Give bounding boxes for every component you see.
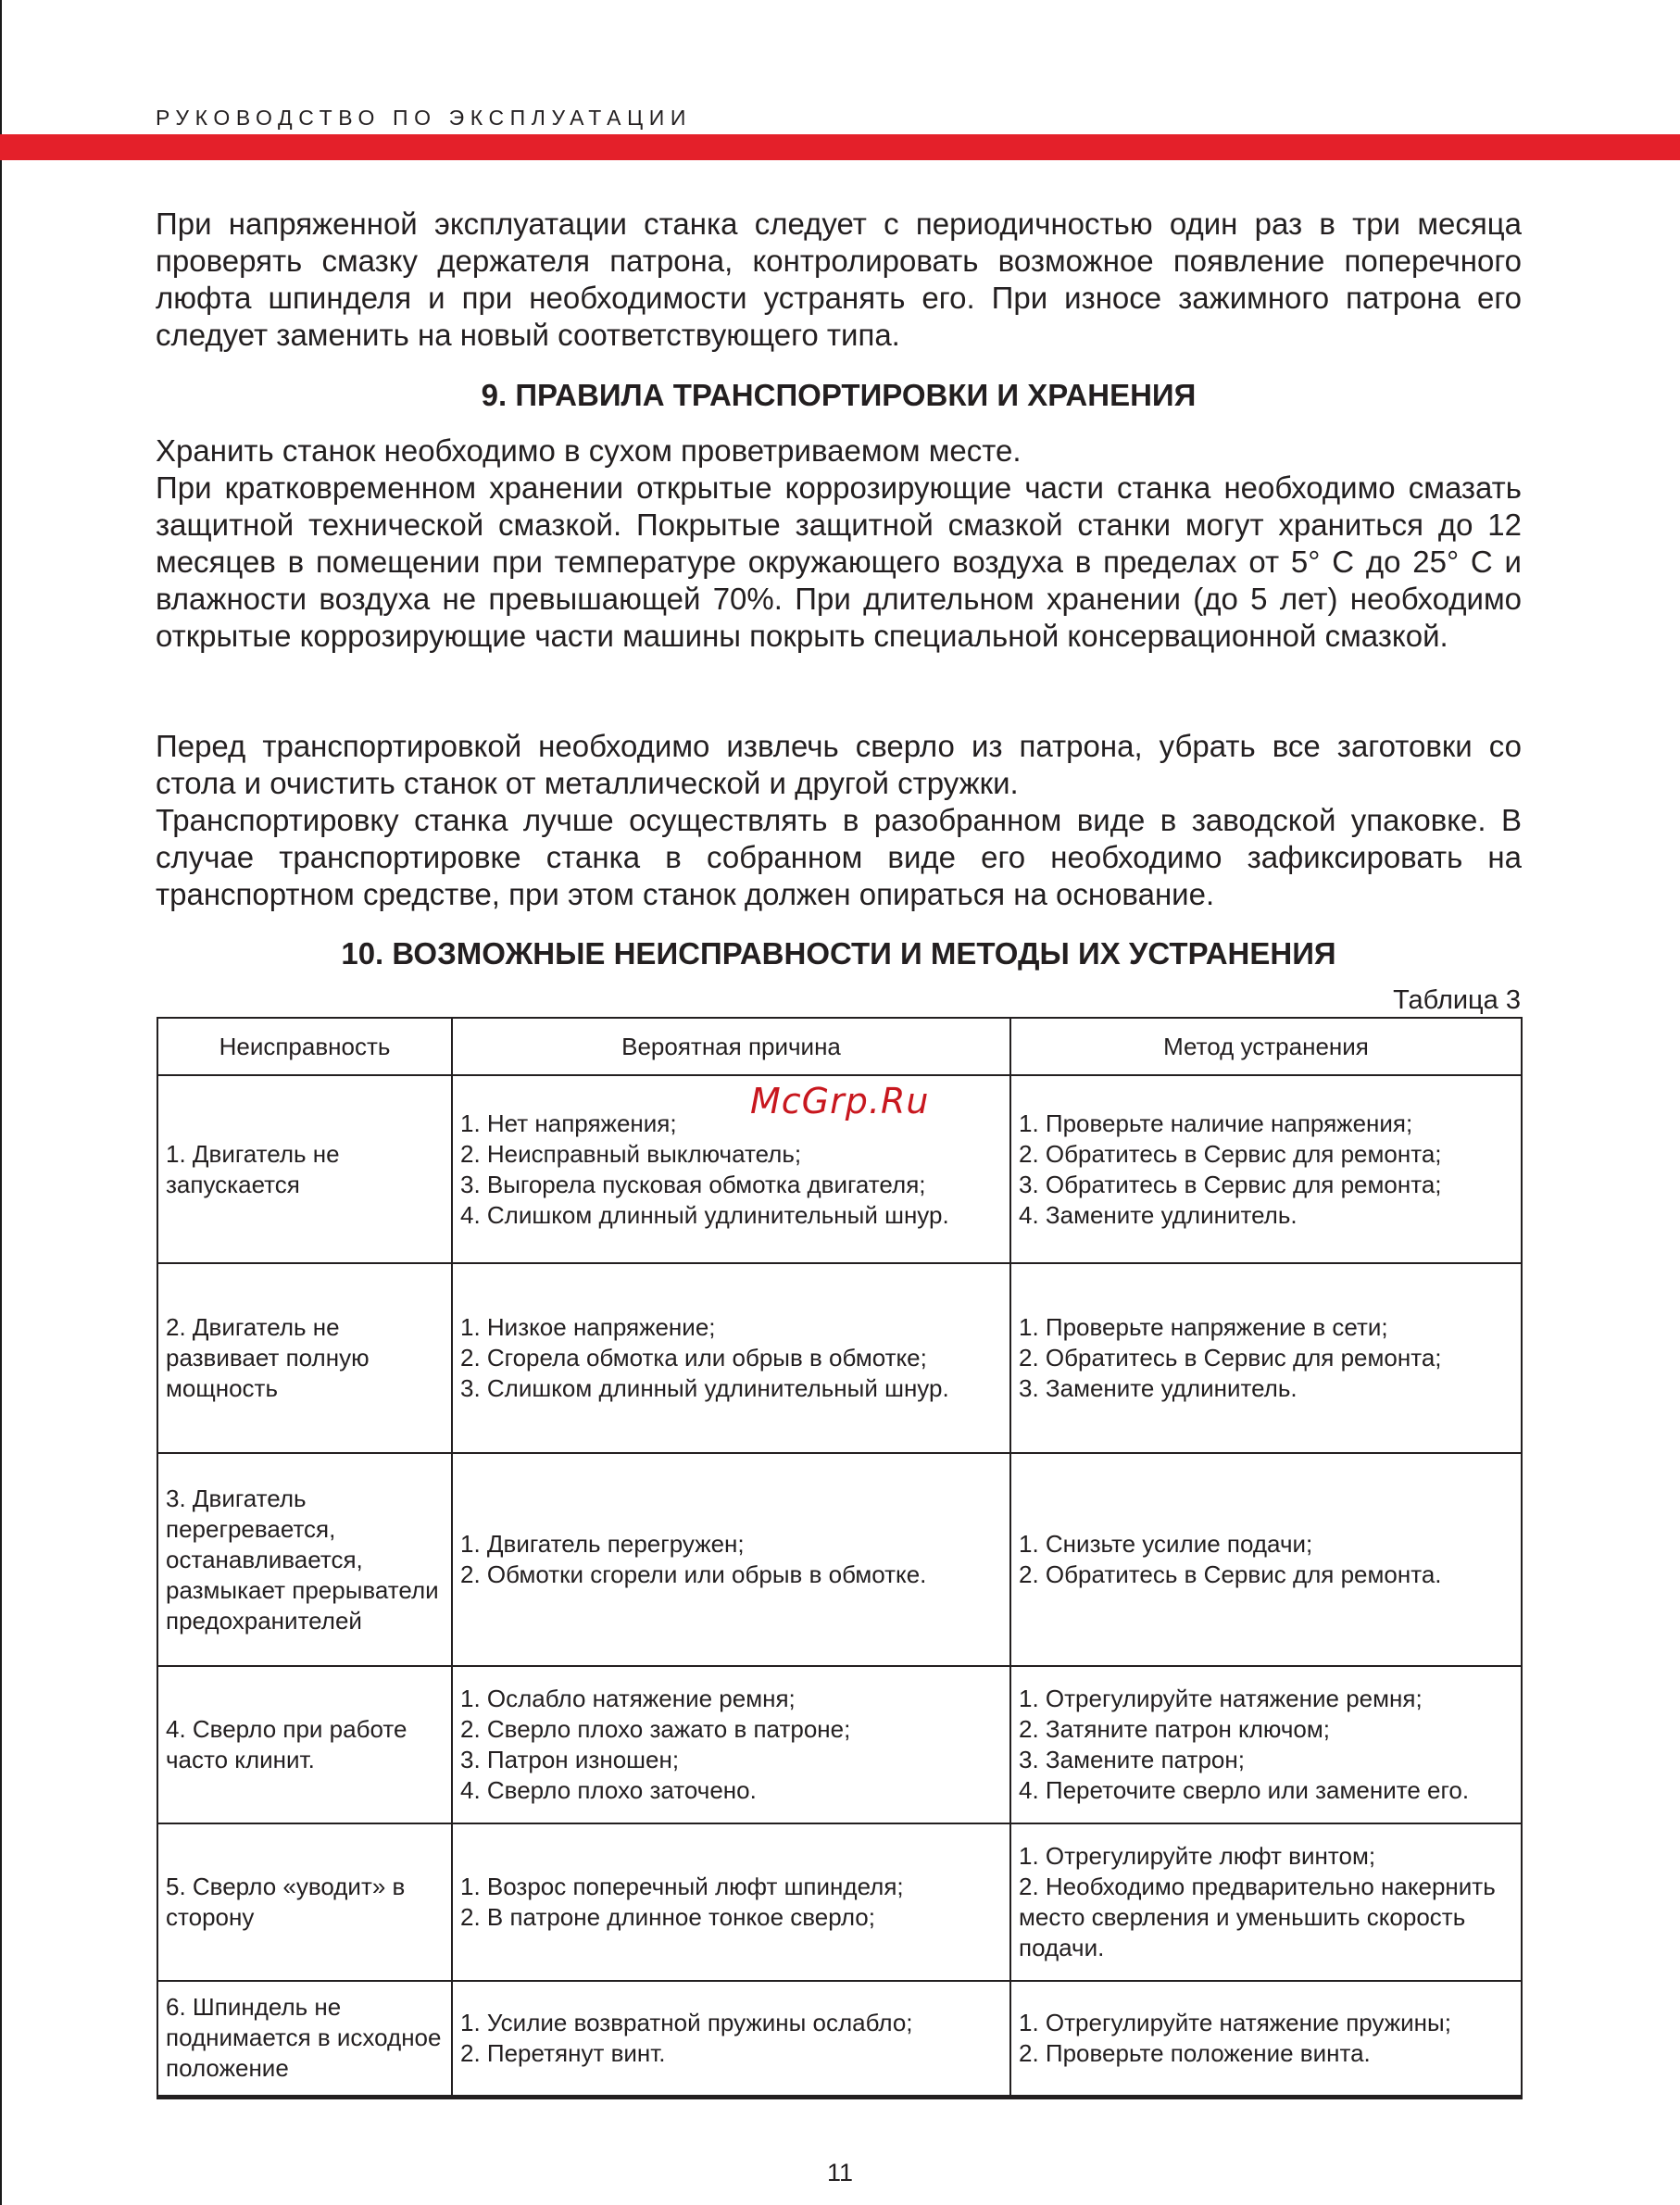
remedy-cell — [1010, 1981, 1522, 2097]
remedy-item: 2. Обратитесь в Сервис для ремонта; — [1019, 1139, 1442, 1168]
cause-item: 1. Усилие возвратной пружины ослабло; — [460, 2008, 913, 2036]
remedy-item: 1. Отрегулируйте люфт винтом; — [1019, 1842, 1376, 1870]
cause-cell — [452, 1823, 1010, 1981]
storage-paragraph-2: При кратковременном хранении открытые коррозирующие части станка необходимо смазать защитной технической смазкой. Покрытые защитной смазкой станки могут храниться до 12 месяцев в помещении при температуре окружающего воздуха в пределах от 5° С до 25° С и влажности воздуха не превышающей 70%. При длительном хранении (до 5 лет) необходимо открытые коррозирующие части машины покрыть специальной консервационной смазкой. — [156, 470, 1522, 653]
transport-paragraph-1: Перед транспортировкой необходимо извлечь сверло из патрона, убрать все заготовки со стола и очистить станок от металлической и другой стружки. — [156, 729, 1522, 800]
remedy-cell — [1010, 1823, 1522, 1981]
table-row — [157, 1981, 1522, 2097]
remedy-item: 2. Обратитесь в Сервис для ремонта; — [1019, 1344, 1442, 1372]
running-header: РУКОВОДСТВО ПО ЭКСПЛУАТАЦИИ — [156, 106, 693, 130]
cause-item: 1. Нет напряжения; — [460, 1109, 677, 1137]
cause-item: 2. Сверло плохо зажато в патроне; — [460, 1715, 851, 1743]
table-row — [157, 1666, 1522, 1823]
cause-item: 2. Обмотки сгорели или обрыв в обмотке. — [460, 1560, 927, 1588]
header-accent-band — [0, 134, 1680, 160]
cause-item: 1. Возрос поперечный люфт шпинделя; — [460, 1873, 904, 1900]
cause-cell — [452, 1981, 1010, 2097]
cause-item: 2. Сгорела обмотка или обрыв в обмотке; — [460, 1344, 927, 1372]
intro-text: При напряженной эксплуатации станка следует с периодичностью один раз в три месяца проверять смазку держателя патрона, контролировать возможное появление поперечного люфта шпинделя и при необходимости устранять его. При износе зажимного патрона его следует заменить на новый соответствующего типа. — [156, 207, 1522, 352]
remedy-cell — [1010, 1453, 1522, 1666]
intro-paragraph — [156, 206, 1522, 354]
column-header-cause: Вероятная причина — [452, 1018, 1010, 1075]
cause-cell — [452, 1666, 1010, 1823]
fault-cell: 5. Сверло «уводит» в сторону — [157, 1823, 452, 1981]
cause-item: 3. Выгорела пусковая обмотка двигателя; — [460, 1170, 926, 1198]
cause-item: 2. В патроне длинное тонкое сверло; — [460, 1903, 875, 1931]
column-header-remedy: Метод устранения — [1010, 1018, 1522, 1075]
cause-item: 4. Слишком длинный удлинительный шнур. — [460, 1200, 949, 1229]
remedy-item: 4. Замените удлинитель. — [1019, 1200, 1298, 1229]
cause-item: 4. Сверло плохо заточено. — [460, 1776, 757, 1804]
remedy-item: 1. Проверьте напряжение в сети; — [1019, 1313, 1388, 1341]
cause-item: 1. Ослабло натяжение ремня; — [460, 1685, 796, 1712]
page-number: 11 — [826, 2159, 854, 2186]
cause-item: 2. Перетянут винт. — [460, 2038, 666, 2067]
table-row — [157, 1823, 1522, 1981]
remedy-item: 2. Затяните патрон ключом; — [1019, 1715, 1330, 1743]
remedy-item: 2. Необходимо предварительно накернить место сверления и уменьшить скорость подачи. — [1019, 1873, 1496, 1961]
remedy-cell — [1010, 1666, 1522, 1823]
remedy-item: 3. Замените патрон; — [1019, 1746, 1245, 1773]
section-10-title: 10. ВОЗМОЖНЫЕ НЕИСПРАВНОСТИ И МЕТОДЫ ИХ УСТРАНЕНИЯ — [341, 936, 1336, 971]
remedy-item: 2. Проверьте положение винта. — [1019, 2038, 1371, 2067]
column-header-fault: Неисправность — [157, 1018, 452, 1075]
cause-item: 1. Низкое напряжение; — [460, 1313, 716, 1341]
watermark-link[interactable]: McGrp.Ru — [750, 1081, 930, 1121]
fault-cell: 3. Двигатель перегревается, останавливается, размыкает прерыватели предохранителей — [157, 1453, 452, 1666]
section-9-title: 9. ПРАВИЛА ТРАНСПОРТИРОВКИ И ХРАНЕНИЯ — [481, 378, 1197, 412]
cause-item: 3. Слишком длинный удлинительный шнур. — [460, 1374, 949, 1402]
faults-table — [157, 1017, 1523, 2099]
cause-item: 3. Патрон изношен; — [460, 1746, 680, 1773]
remedy-item: 3. Замените удлинитель. — [1019, 1374, 1298, 1402]
fault-cell: 6. Шпиндель не поднимается в исходное положение — [157, 1981, 452, 2097]
section-9-transport — [156, 728, 1522, 913]
remedy-item: 3. Обратитесь в Сервис для ремонта; — [1019, 1170, 1442, 1198]
remedy-item: 4. Переточите сверло или замените его. — [1019, 1776, 1470, 1804]
cause-item: 2. Неисправный выключатель; — [460, 1139, 802, 1168]
remedy-item: 1. Проверьте наличие напряжения; — [1019, 1109, 1413, 1137]
table-row — [157, 1453, 1522, 1666]
table-row — [157, 1263, 1522, 1453]
table-header-row — [157, 1018, 1522, 1075]
remedy-item: 2. Обратитесь в Сервис для ремонта. — [1019, 1560, 1442, 1588]
table-caption: Таблица 3 — [1393, 985, 1521, 1015]
fault-cell: 4. Сверло при работе часто клинит. — [157, 1666, 452, 1823]
remedy-item: 1. Отрегулируйте натяжение пружины; — [1019, 2008, 1451, 2036]
remedy-cell — [1010, 1263, 1522, 1453]
fault-cell: 1. Двигатель не запускается — [157, 1075, 452, 1263]
page-edge-line — [0, 0, 2, 2205]
storage-paragraph-1: Хранить станок необходимо в сухом проветриваемом месте. — [156, 433, 1022, 468]
fault-cell: 2. Двигатель не развивает полную мощность — [157, 1263, 452, 1453]
remedy-cell — [1010, 1075, 1522, 1263]
remedy-item: 1. Отрегулируйте натяжение ремня; — [1019, 1685, 1423, 1712]
section-9-storage — [156, 432, 1522, 655]
remedy-item: 1. Снизьте усилие подачи; — [1019, 1530, 1313, 1558]
cause-item: 1. Двигатель перегружен; — [460, 1530, 745, 1558]
cause-cell — [452, 1453, 1010, 1666]
cause-cell — [452, 1263, 1010, 1453]
transport-paragraph-2: Транспортировку станка лучше осуществлять в разобранном виде в заводской упаковке. В случае транспортировке станка в собранном виде его необходимо зафиксировать на транспортном средстве, при этом станок должен опираться на основание. — [156, 803, 1522, 911]
